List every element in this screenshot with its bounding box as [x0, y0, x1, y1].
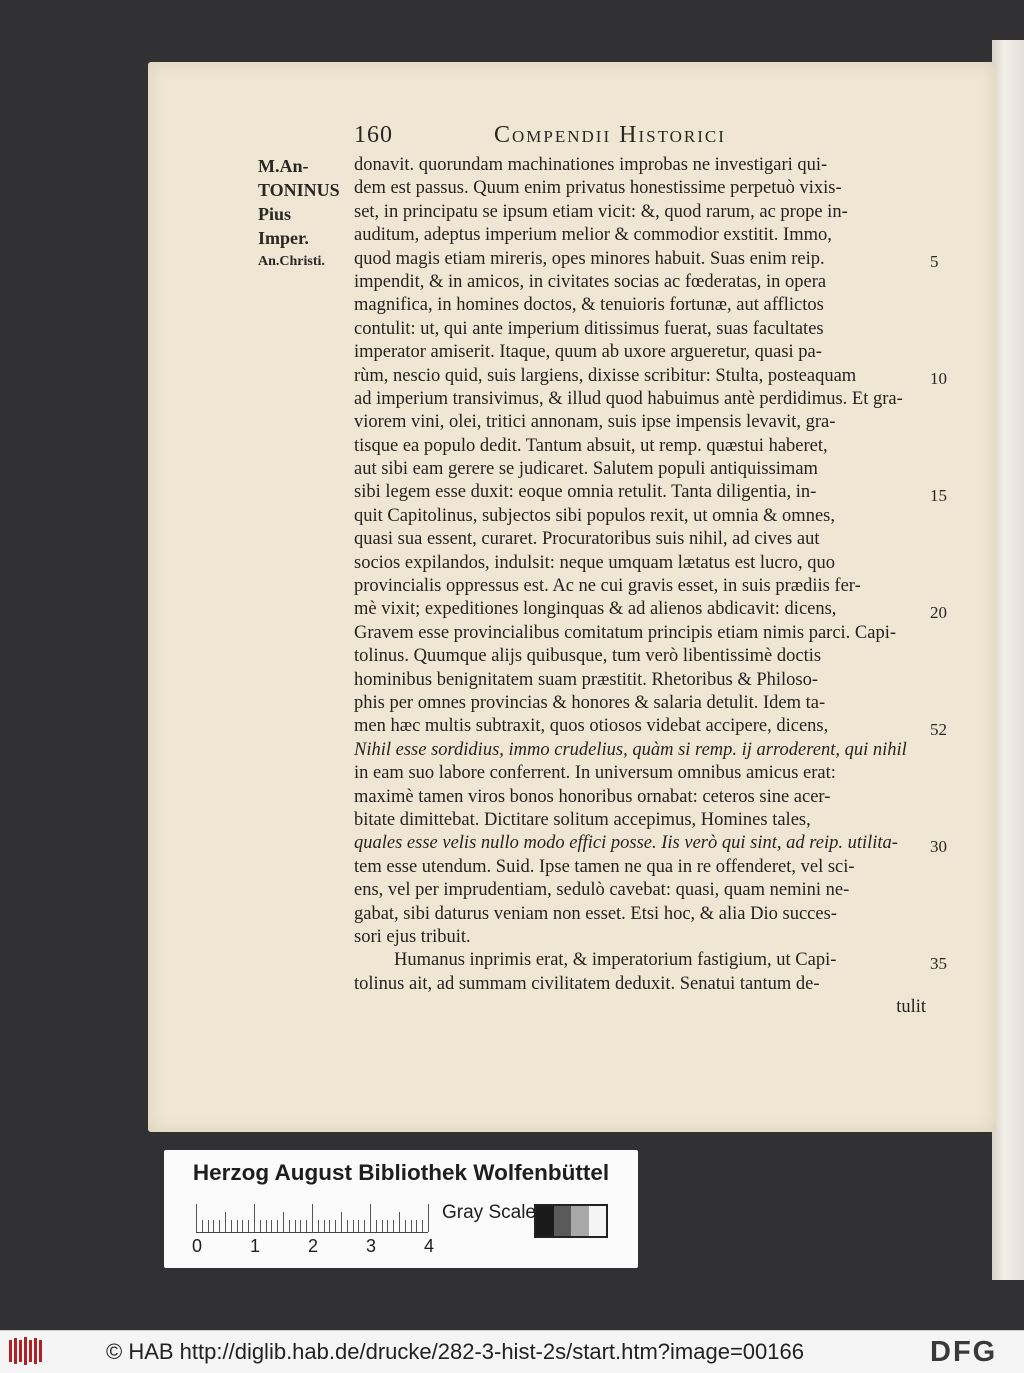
- ruler-tick: [283, 1212, 284, 1232]
- text-line: Humanus inprimis erat, & imperatorium fastigium, ut Capi-: [394, 950, 837, 971]
- ruler-tick: [231, 1220, 232, 1232]
- text-line: Gravem esse provincialibus comitatum principis etiam nimis parci. Capi-: [354, 622, 897, 643]
- text-line: socios expilandos, indulsit: neque umquam lætatus est lucro, quo: [354, 552, 835, 573]
- ruler-tick: [382, 1220, 383, 1232]
- ruler-tick: [405, 1220, 406, 1232]
- margin-notes: [258, 154, 354, 274]
- text-line: set, in principatu se ipsum etiam vicit: &, quod rarum, ac prope in-: [354, 201, 848, 222]
- book-page: [148, 62, 996, 1132]
- ruler-tick: [196, 1204, 197, 1232]
- measurement-ruler: [196, 1202, 428, 1233]
- ruler-tick: [376, 1220, 377, 1232]
- ruler-tick: [329, 1220, 330, 1232]
- text-line: bitate dimittebat. Dictitare solitum accepimus, Homines tales,: [354, 809, 811, 830]
- next-page-edge: [992, 40, 1024, 1280]
- running-title: Compendii Historici: [494, 122, 726, 148]
- text-line: dem est passus. Quum enim privatus honestissime perpetuò vixis-: [354, 178, 842, 199]
- ruler-tick: [242, 1220, 243, 1232]
- line-number: 35: [930, 953, 947, 973]
- gray-scale-label: Gray Scale: [442, 1202, 536, 1223]
- line-number: 5: [930, 251, 939, 271]
- margin-note: TONINUS: [258, 180, 340, 200]
- gray-swatch: [571, 1206, 589, 1236]
- ruler-tick: [358, 1220, 359, 1232]
- ruler-tick: [312, 1204, 313, 1232]
- ruler-tick: [289, 1220, 290, 1232]
- ruler-tick: [213, 1220, 214, 1232]
- margin-note: M.An-: [258, 156, 309, 176]
- text-line: ad imperium transivimus, & illud quod habuimus antè perdidimus. Et gra-: [354, 388, 903, 409]
- text-line: magnifica, in homines doctos, & tenuioris fortunæ, aut afflictos: [354, 295, 824, 316]
- ruler-tick: [306, 1220, 307, 1232]
- text-line: quales esse velis nullo modo effici posse. Iis verò qui sint, ad reip. utilita-: [354, 833, 898, 854]
- line-number: 20: [930, 602, 947, 622]
- ruler-tick: [335, 1220, 336, 1232]
- line-number: 30: [930, 836, 947, 856]
- ruler-tick: [399, 1212, 400, 1232]
- ruler-number: 3: [366, 1236, 377, 1256]
- text-line: auditum, adeptus imperium melior & commodior exstitit. Immo,: [354, 225, 832, 246]
- ruler-number: 4: [424, 1236, 435, 1256]
- text-line: sori ejus tribuit.: [354, 926, 471, 947]
- dfg-logo: DFG: [930, 1336, 998, 1368]
- ruler-tick: [387, 1220, 388, 1232]
- text-line: contulit: ut, qui ante imperium ditissimus fuerat, suas facultates: [354, 318, 824, 339]
- ruler-number: 2: [308, 1236, 319, 1256]
- margin-note: Imper.: [258, 228, 309, 248]
- text-line: quasi sua essent, curaret. Procuratoribus suis nihil, ad cives aut: [354, 529, 820, 550]
- ruler-tick: [341, 1212, 342, 1232]
- margin-note: Pius: [258, 204, 292, 224]
- text-line: in eam suo labore conferrent. In universum omnibus amicus erat:: [354, 763, 836, 784]
- ruler-tick: [208, 1220, 209, 1232]
- text-line: Nihil esse sordidius, immo crudelius, quàm si remp. ij arroderent, qui nihil: [354, 739, 907, 760]
- gray-scale-swatch: [534, 1204, 608, 1238]
- text-line: phis per omnes provincias & honores & salaria detulit. Idem ta-: [354, 692, 826, 713]
- ruler-tick: [370, 1204, 371, 1232]
- library-name: Herzog August Bibliothek Wolfenbüttel: [192, 1160, 610, 1185]
- ruler-tick: [295, 1220, 296, 1232]
- ruler-tick: [353, 1220, 354, 1232]
- ruler-number: 1: [250, 1236, 261, 1256]
- text-line: quit Capitolinus, subjectos sibi populos rexit, ut omnia & omnes,: [354, 505, 835, 526]
- text-line: impendit, & in amicos, in civitates socias ac fœderatas, in opera: [354, 271, 827, 292]
- text-line: hominibus benignitatem suam præstitit. Rhetoribus & Philoso-: [354, 669, 819, 690]
- ruler-tick: [271, 1220, 272, 1232]
- text-line: mè vixit; expeditiones longinquas & ad alienos abdicavit: dicens,: [354, 599, 837, 620]
- ruler-tick: [411, 1220, 412, 1232]
- color-reference-card: [164, 1150, 638, 1268]
- ruler-tick: [260, 1220, 261, 1232]
- text-line: quod magis etiam mireris, opes minores habuit. Suas enim reip.: [354, 248, 825, 269]
- ruler-tick: [318, 1220, 319, 1232]
- text-line: imperator amiserit. Itaque, quum ab uxore argueretur, quasi pa-: [354, 342, 822, 363]
- gray-swatch: [589, 1206, 607, 1236]
- ruler-tick: [364, 1220, 365, 1232]
- ruler-tick: [324, 1220, 325, 1232]
- body-text: [354, 154, 926, 1019]
- ruler-tick: [254, 1204, 255, 1232]
- ruler-tick: [248, 1220, 249, 1232]
- ruler-tick: [225, 1212, 226, 1232]
- text-line: ens, vel per imprudentiam, sedulò cavebat: quasi, quam nemini ne-: [354, 880, 850, 901]
- line-number: 52: [930, 719, 947, 739]
- text-line: aut sibi eam gerere se judicaret. Salutem populi antiquissimam: [354, 459, 818, 480]
- ruler-tick: [416, 1220, 417, 1232]
- text-line: gabat, sibi daturus veniam non esset. Etsi hoc, & alia Dio succes-: [354, 903, 837, 924]
- ruler-tick: [347, 1220, 348, 1232]
- gray-swatch: [536, 1206, 554, 1236]
- text-line: viorem vini, olei, tritici annonam, suis ipse impensis levavit, gra-: [354, 412, 836, 433]
- ruler-tick: [300, 1220, 301, 1232]
- line-number: 15: [930, 485, 947, 505]
- ruler-tick: [202, 1220, 203, 1232]
- ruler-tick: [393, 1220, 394, 1232]
- hab-logo-icon: [8, 1336, 46, 1366]
- text-line: sibi legem esse duxit: eoque omnia retulit. Tanta diligentia, in-: [354, 482, 817, 503]
- page-number: 160: [354, 122, 393, 148]
- text-line: men hæc multis subtraxit, quos otiosos videbat accipere, dicens,: [354, 716, 829, 737]
- ruler-tick: [422, 1220, 423, 1232]
- text-line: donavit. quorundam machinationes improbas ne investigari qui-: [354, 155, 828, 175]
- text-line: tulit: [896, 997, 926, 1018]
- text-line: rùm, nescio quid, suis largiens, dixisse scribitur: Stulta, posteaquam: [354, 365, 857, 386]
- ruler-number: 0: [192, 1236, 203, 1256]
- text-line: tem esse utendum. Suid. Ipse tamen ne qua in re offenderet, vel sci-: [354, 856, 855, 877]
- source-credit-link[interactable]: © HAB http://diglib.hab.de/drucke/282-3-hist-2s/start.htm?image=00166: [106, 1339, 804, 1364]
- ruler-tick: [266, 1220, 267, 1232]
- text-line: provincialis oppressus est. Ac ne cui gravis esset, in suis prædiis fer-: [354, 576, 861, 597]
- text-line: maximè tamen viros bonos honoribus ornabat: ceteros sine acer-: [354, 786, 831, 807]
- ruler-tick: [428, 1204, 429, 1232]
- text-line: tolinus. Quumque alijs quibusque, tum verò libentissimè doctis: [354, 646, 822, 667]
- line-number: 10: [930, 368, 947, 388]
- text-line: tolinus ait, ad summam civilitatem deduxit. Senatui tantum de-: [354, 973, 820, 994]
- margin-note: An.Christi.: [258, 254, 325, 269]
- ruler-tick: [277, 1220, 278, 1232]
- gray-swatch: [554, 1206, 572, 1236]
- footer-bar: [0, 1330, 1024, 1373]
- ruler-tick: [237, 1220, 238, 1232]
- text-line: tisque ea populo dedit. Tantum absuit, ut remp. quæstui haberet,: [354, 435, 828, 456]
- ruler-tick: [219, 1220, 220, 1232]
